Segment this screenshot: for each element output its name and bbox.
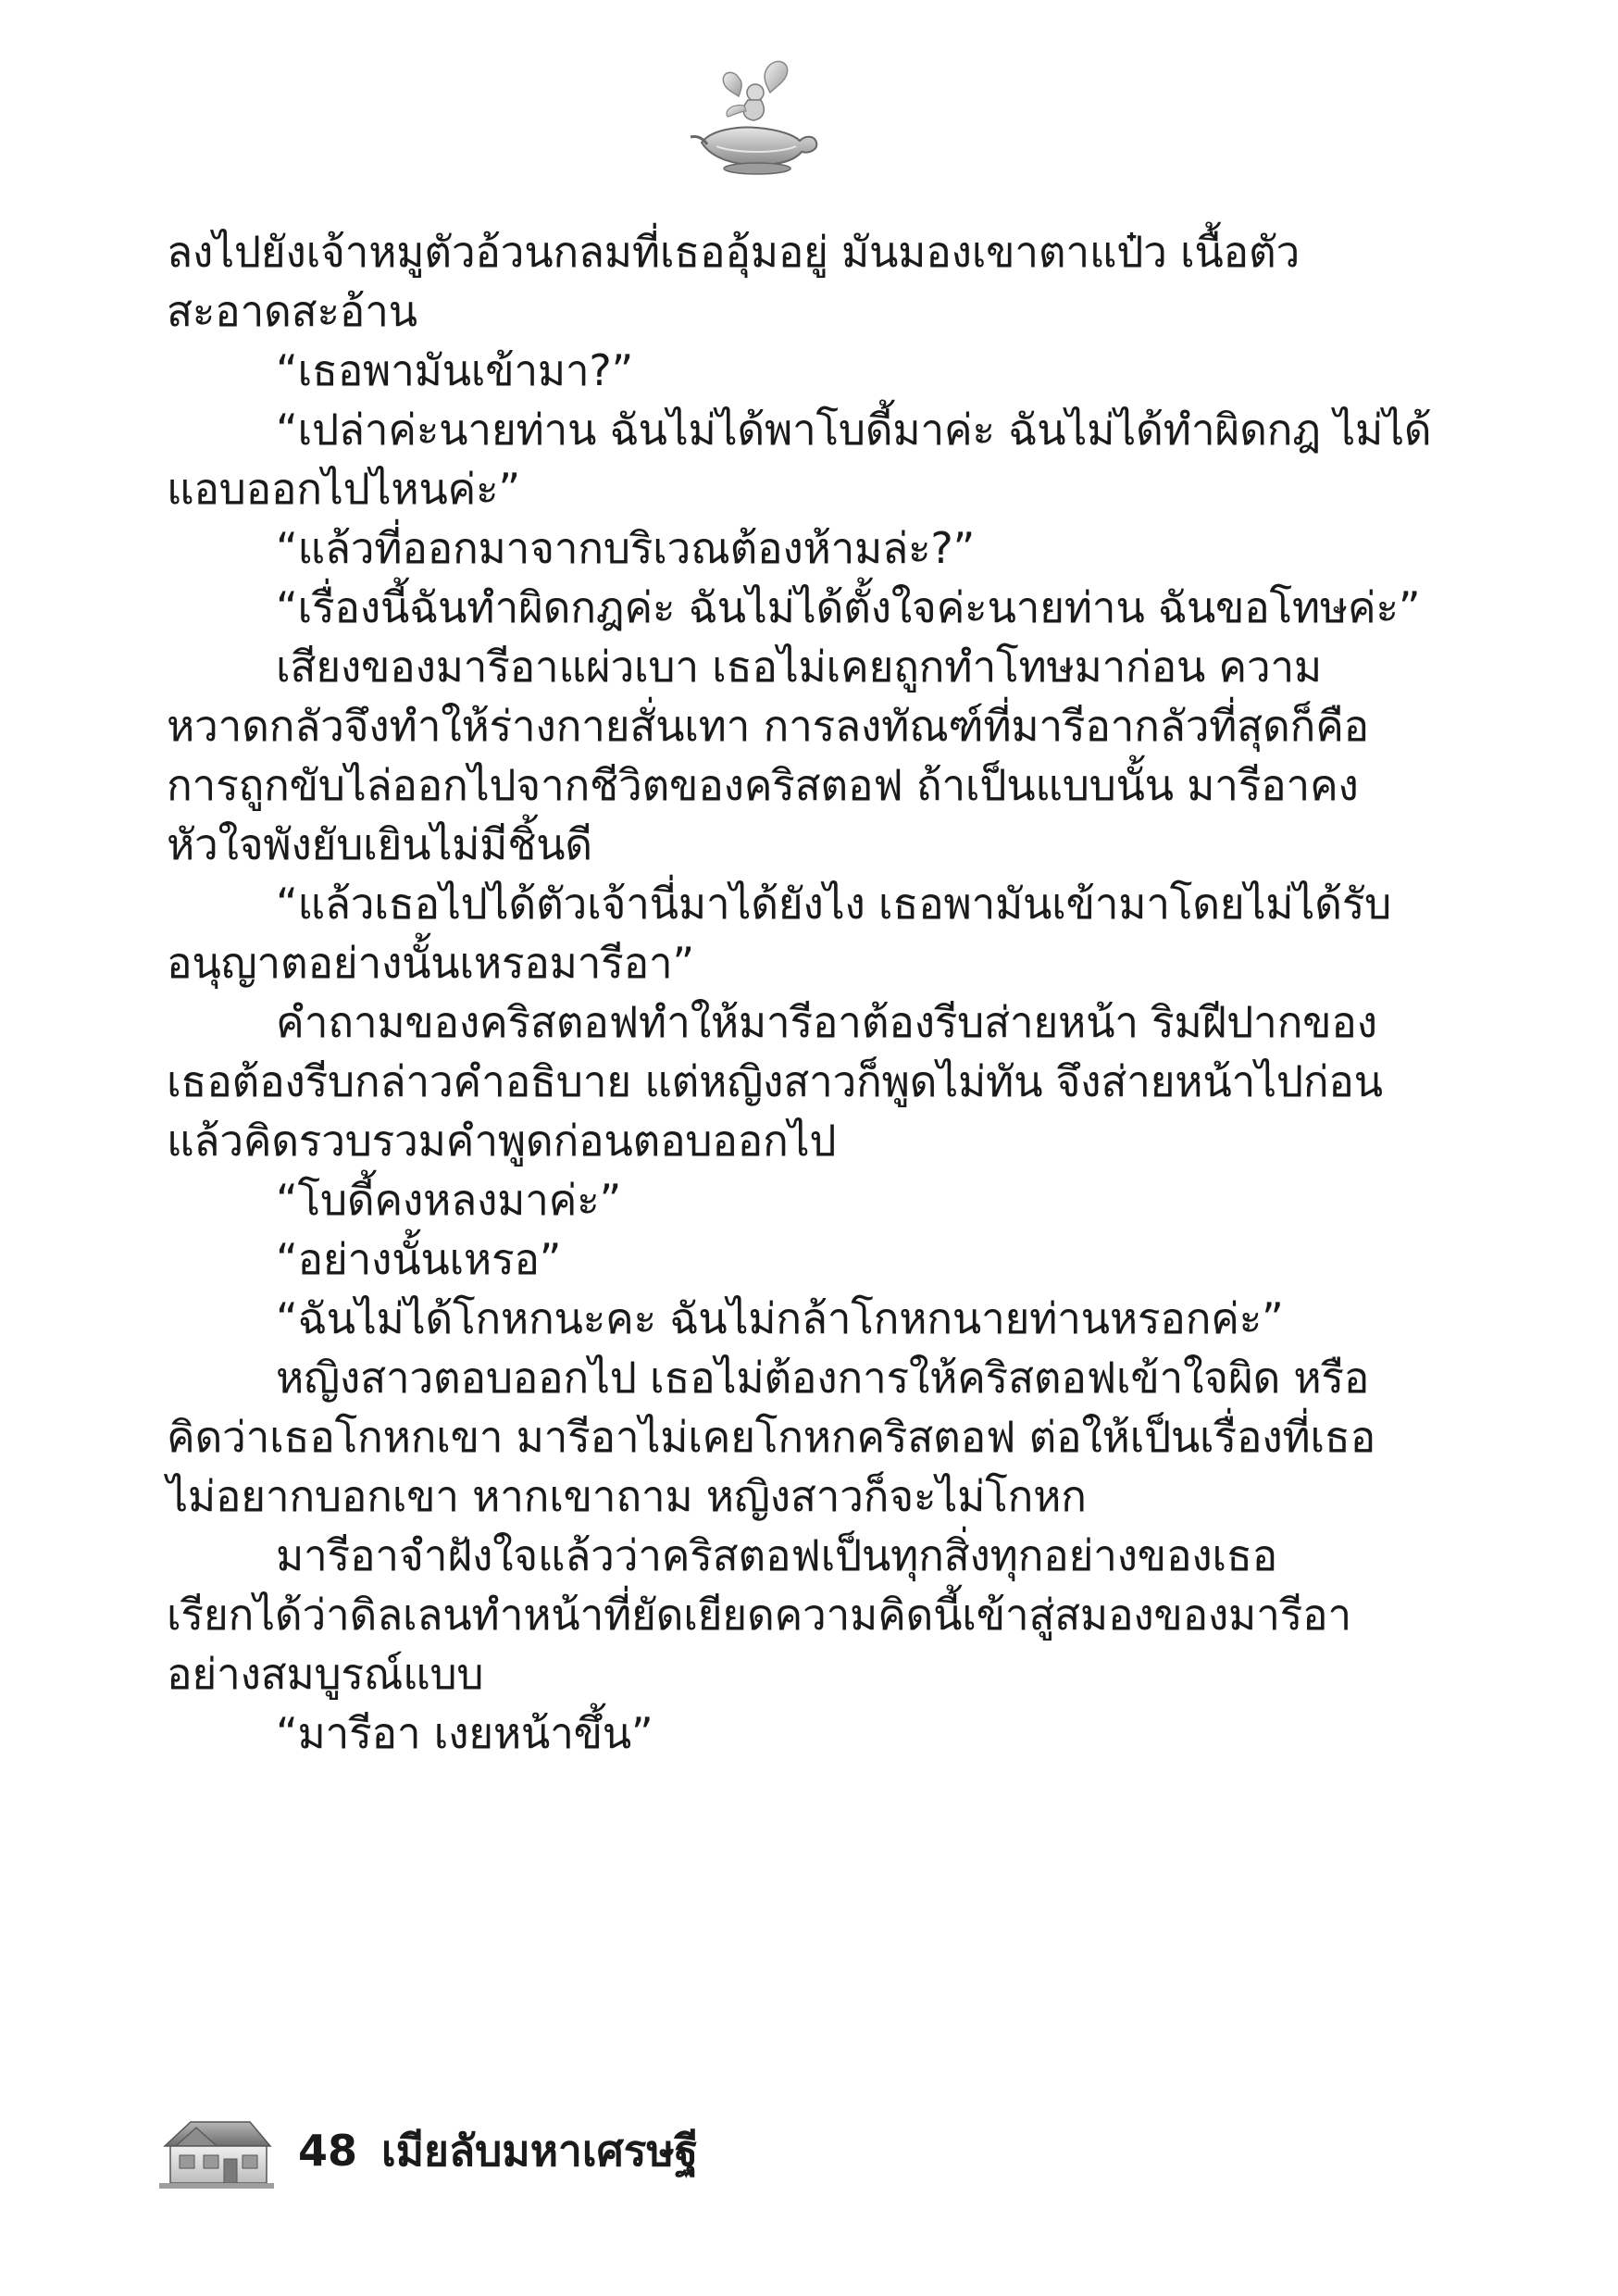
text-line: “แล้วที่ออกมาจากบริเวณต้องห้ามล่ะ?” xyxy=(276,523,976,573)
book-title: เมียลับมหาเศรษฐี xyxy=(381,2126,699,2176)
page-number: 48 xyxy=(298,2126,358,2176)
text-line: ลงไปยังเจ้าหมูตัวอ้วนกลมที่เธออุ้มอยู่ มันมองเขาตาแป๋ว เนื้อตัว xyxy=(167,227,1300,277)
text-line: คิดว่าเธอโกหกเขา มารีอาไม่เคยโกหกคริสตอฟ ต่อให้เป็นเรื่องที่เธอ xyxy=(167,1412,1375,1462)
text-line: สะอาดสะอ้าน xyxy=(167,286,417,336)
text-line: หวาดกลัวจึงทำให้ร่างกายสั่นเทา การลงทัณฑ์ที่มารีอากลัวที่สุดก็คือ xyxy=(167,701,1369,751)
text-line: แอบออกไปไหนค่ะ” xyxy=(167,464,520,514)
text-line: เสียงของมารีอาแผ่วเบา เธอไม่เคยถูกทำโทษมาก่อน ความ xyxy=(276,642,1322,692)
text-line: “มารีอา เงยหน้าขึ้น” xyxy=(276,1708,653,1758)
text-line: เรียกได้ว่าดิลเลนทำหน้าที่ยัดเยียดความคิดนี้เข้าสู่สมองของมารีอา xyxy=(167,1590,1351,1640)
text-line: คำถามของคริสตอฟทำให้มารีอาต้องรีบส่ายหน้า ริมฝีปากของ xyxy=(276,997,1377,1047)
text-line: การถูกขับไล่ออกไปจากชีวิตของคริสตอฟ ถ้าเป็นแบบนั้น มารีอาคง xyxy=(167,760,1359,810)
text-line: “โบดี้คงหลงมาค่ะ” xyxy=(276,1175,622,1225)
house-icon xyxy=(159,2109,274,2190)
page-footer xyxy=(159,2109,992,2198)
text-line: เธอต้องรีบกล่าวคำอธิบาย แต่หญิงสาวก็พูดไม่ทัน จึงส่ายหน้าไปก่อน xyxy=(167,1056,1383,1106)
text-line: อนุญาตอย่างนั้นเหรอมารีอา” xyxy=(167,938,694,988)
text-line: อย่างสมบูรณ์แบบ xyxy=(167,1649,484,1699)
text-line: หญิงสาวตอบออกไป เธอไม่ต้องการให้คริสตอฟเข้าใจผิด หรือ xyxy=(276,1353,1370,1403)
text-line: ไม่อยากบอกเขา หากเขาถาม หญิงสาวก็จะไม่โกหก xyxy=(167,1471,1087,1521)
text-line: “เธอพามันเข้ามา?” xyxy=(276,345,634,395)
page-body-text xyxy=(167,222,1432,1763)
text-line: “อย่างนั้นเหรอ” xyxy=(276,1234,562,1284)
text-line: แล้วคิดรวบรวมคำพูดก่อนตอบออกไป xyxy=(167,1116,837,1166)
text-line: หัวใจพังยับเยินไม่มีชิ้นดี xyxy=(167,819,592,869)
text-line: “แล้วเธอไปได้ตัวเจ้านี่มาได้ยังไง เธอพามันเข้ามาโดยไม่ได้รับ xyxy=(276,879,1392,929)
text-line: “ฉันไม่ได้โกหกนะคะ ฉันไม่กล้าโกหกนายท่านหรอกค่ะ” xyxy=(276,1293,1284,1343)
text-line: “เปล่าค่ะนายท่าน ฉันไม่ได้พาโบดี้มาค่ะ ฉันไม่ได้ทำผิดกฎ ไม่ได้ xyxy=(276,405,1432,455)
text-line: “เรื่องนี้ฉันทำผิดกฎค่ะ ฉันไม่ได้ตั้งใจค่ะนายท่าน ฉันขอโทษค่ะ” xyxy=(276,582,1421,632)
text-line: มารีอาจำฝังใจแล้วว่าคริสตอฟเป็นทุกสิ่งทุกอย่างของเธอ xyxy=(276,1530,1277,1580)
cupid-lamp-icon xyxy=(683,57,822,176)
